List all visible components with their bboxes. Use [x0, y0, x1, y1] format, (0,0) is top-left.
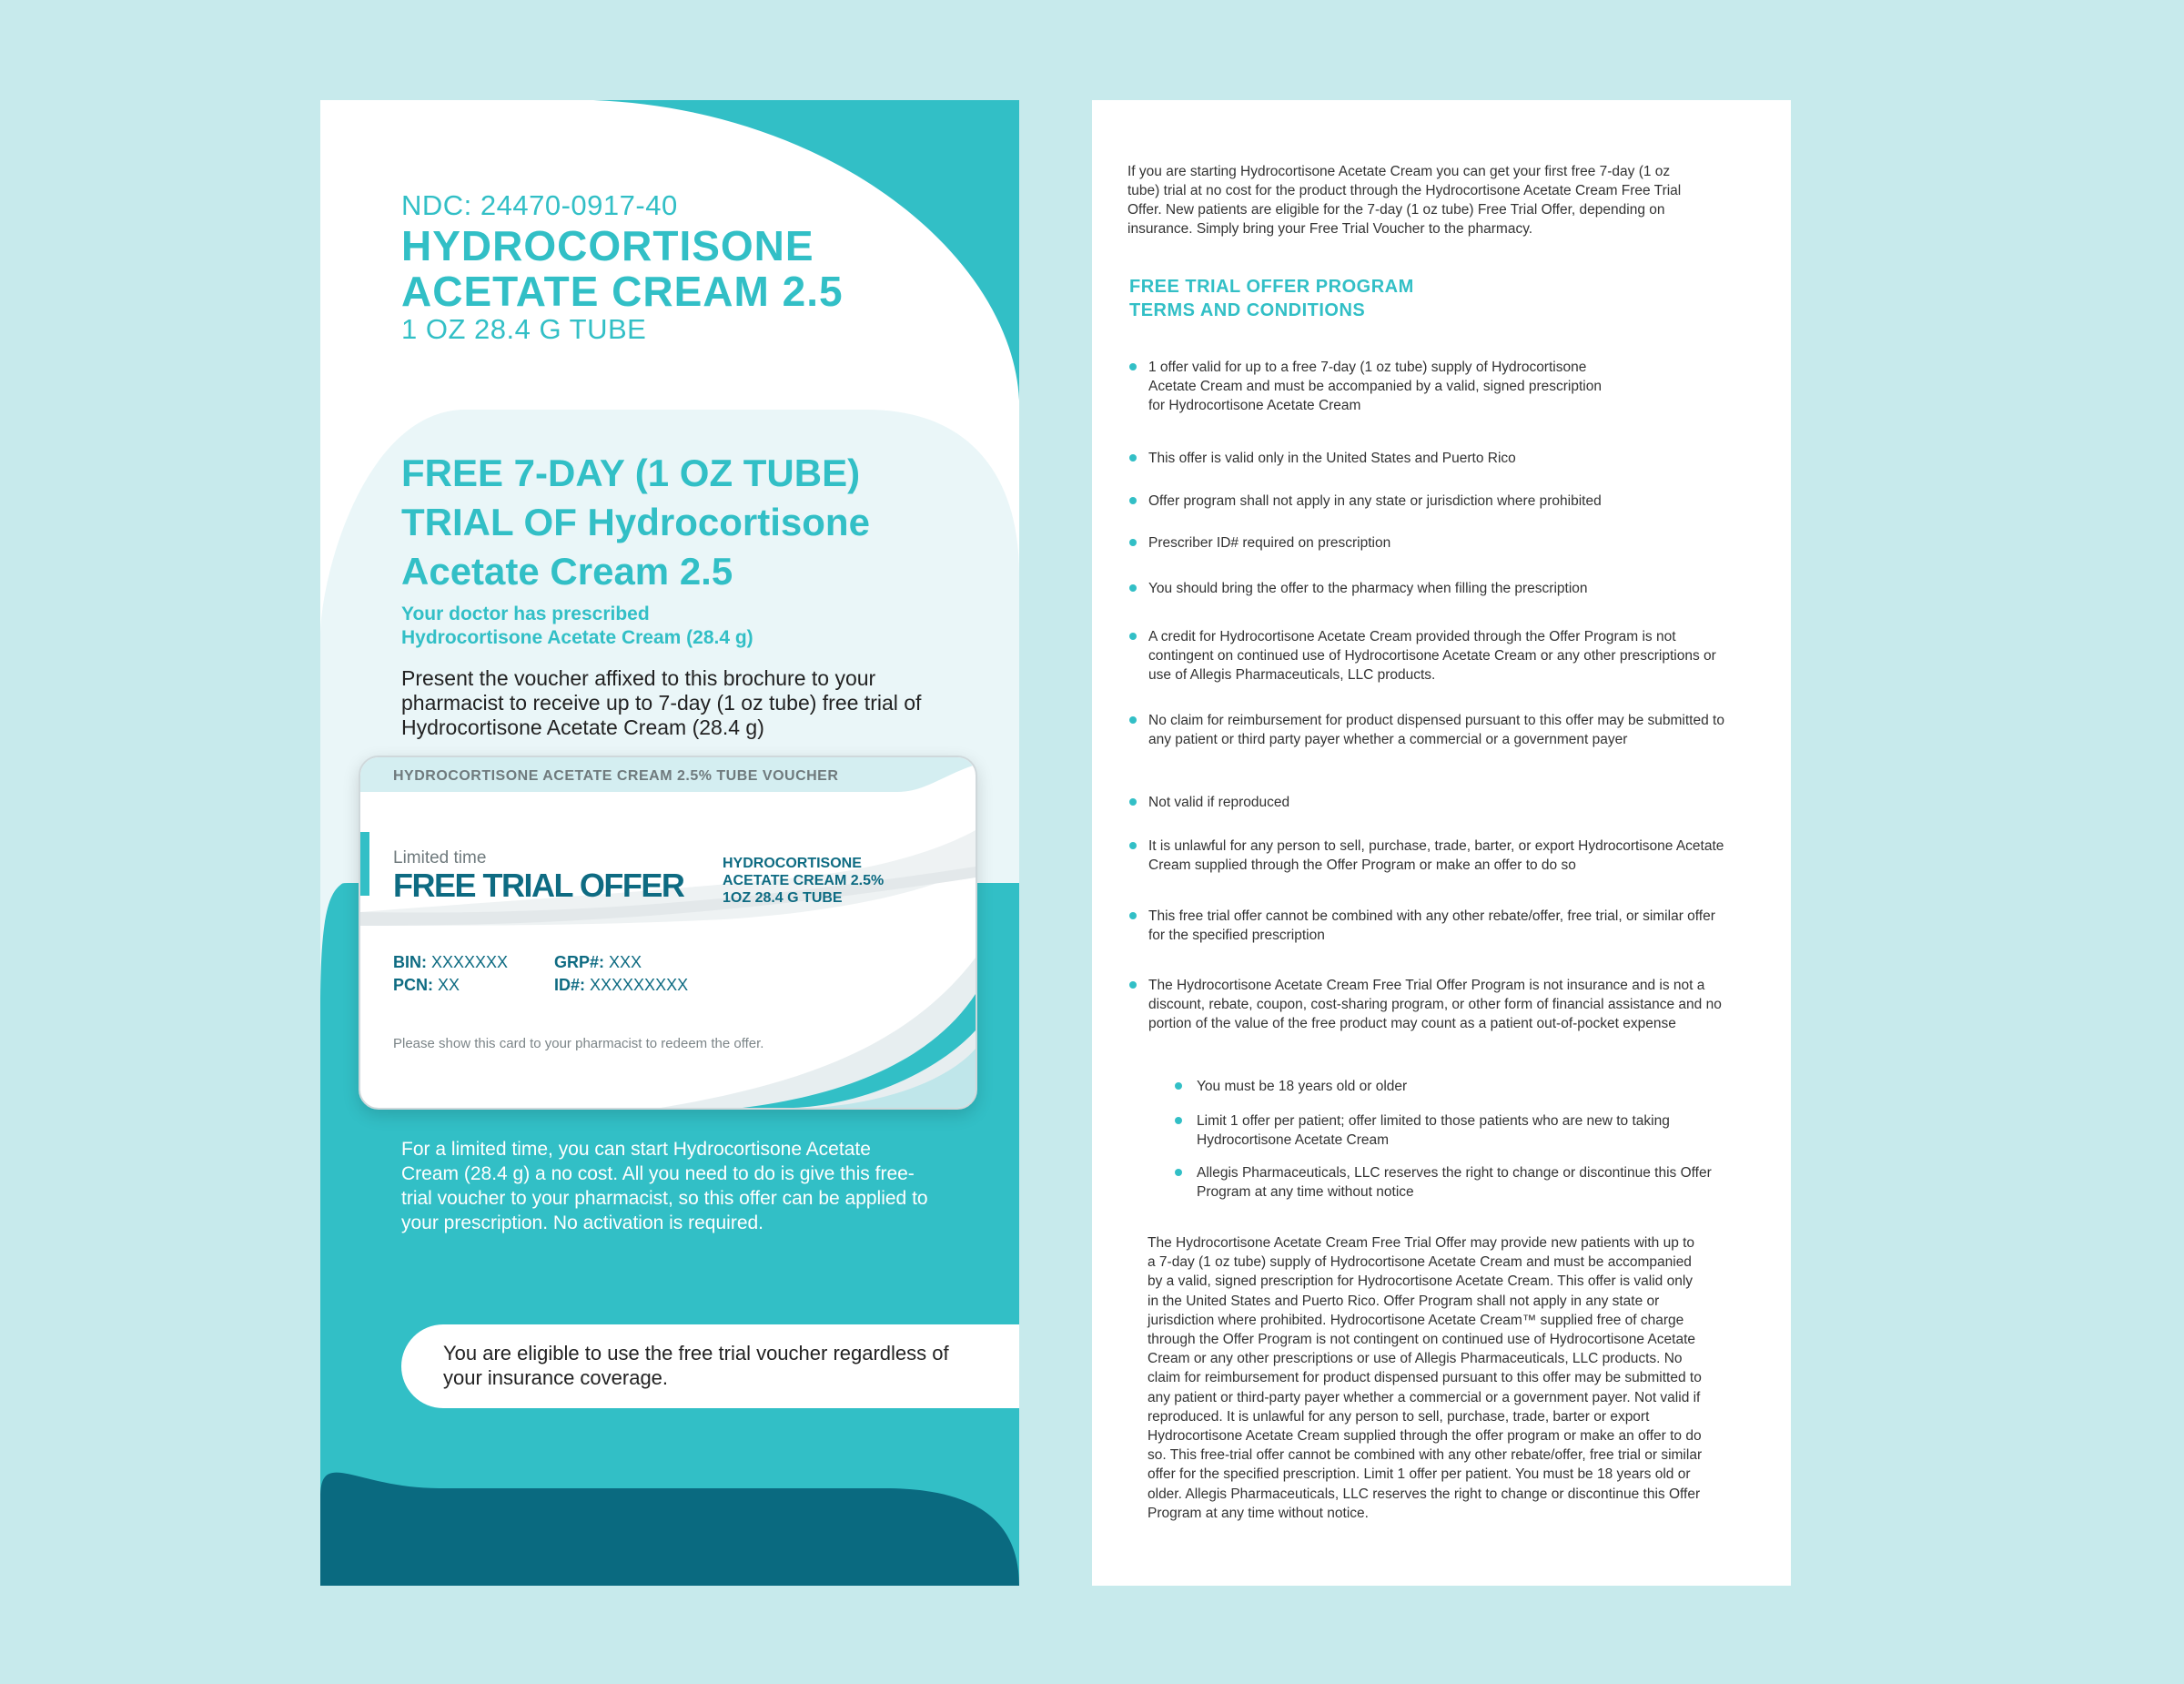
- term-item: 1 offer valid for up to a free 7-day (1 oz tube) supply of Hydrocortisone Acetate Cream and must be accompanied by a valid, signed prescription for Hydrocortisone Acetate Cream: [1148, 358, 1622, 415]
- prescription-note: [401, 603, 947, 650]
- brochure-back-panel: [1092, 100, 1791, 1586]
- voucher-redeem-note: Please show this card to your pharmacist to redeem the offer.: [393, 1036, 764, 1051]
- pcn-field: [393, 976, 460, 995]
- terms-heading-line-2: TERMS AND CONDITIONS: [1129, 300, 1366, 320]
- present-voucher-text: Present the voucher affixed to this brochure to your pharmacist to receive up to 7-day (1 oz tube) free trial of Hydrocortisone Acetate Cream (28.4 g): [401, 666, 922, 739]
- product-title: [401, 223, 844, 314]
- terms-summary-paragraph: The Hydrocortisone Acetate Cream Free Trial Offer may provide new patients with up to a 7-day (1 oz tube) supply of Hydrocortisone Acetate Cream and must be accompanied by a valid, signed prescription for Hydrocortisone Acetate Cream. This offer is valid only in the United States and Puerto Rico. Offer Program shall not apply in any state or jurisdiction where prohibited. Hydrocortisone Acetate Cream™ supplied free of charge through the Offer Program is not contingent on continued use of Hydrocortisone Acetate Cream or any other prescriptions or use of Allegis Pharmaceuticals, LLC products. No claim for reimbursement for product dispensed pursuant to this offer may be submitted to any patient or third-party payer whether a commercial or a government payer. Not valid if reproduced. It is unlawful for any person to sell, purchase, trade, barter or export Hydrocortisone Acetate Cream supplied through the offer program or make an offer to do so. This free-trial offer cannot be combined with any other rebate/offer, free trial or similar offer for the specified prescription. Limit 1 offer per patient. You must be 18 years old or older. Allegis Pharmaceuticals, LLC reserves the right to change or discontinue this Offer Program at any time without notice.: [1148, 1235, 1703, 1521]
- id-value: XXXXXXXXX: [590, 976, 689, 994]
- pcn-label: PCN:: [393, 976, 433, 994]
- voucher-product-line-1: HYDROCORTISONE: [723, 856, 862, 871]
- terms-heading: [1129, 275, 1414, 322]
- bin-value: XXXXXXX: [431, 953, 509, 971]
- free-trial-offer-title: FREE TRIAL OFFER: [393, 867, 684, 904]
- voucher-product-line-2: ACETATE CREAM 2.5%: [723, 873, 885, 888]
- term-item: Offer program shall not apply in any state or jurisdiction where prohibited: [1148, 492, 1726, 511]
- term-item: This free trial offer cannot be combined with any other rebate/offer, free trial, or similar offer for the specified prescription: [1148, 907, 1726, 945]
- intro-paragraph: If you are starting Hydrocortisone Acetate Cream you can get your first free 7-day (1 oz tube) trial at no cost for the product through the Hydrocortisone Acetate Cream Free Trial Offer. New patients are eligible for the 7-day (1 oz tube) Free Trial Offer, depending on insurance. Simply bring your Free Trial Voucher to the pharmacy.: [1127, 164, 1682, 237]
- term-item: No claim for reimbursement for product dispensed pursuant to this offer may be submitted to any patient or third party payer whether a commercial or a government payer: [1148, 711, 1726, 749]
- bin-field: [393, 953, 508, 972]
- group-field: [554, 953, 642, 972]
- offer-heading-line-1: FREE 7-DAY (1 OZ TUBE): [401, 451, 861, 494]
- offer-heading-line-2: TRIAL OF Hydrocortisone: [401, 501, 870, 543]
- bin-label: BIN:: [393, 953, 427, 971]
- offer-heading: [401, 449, 984, 596]
- id-field: [554, 976, 688, 995]
- prescription-note-line-1: Your doctor has prescribed: [401, 604, 650, 624]
- id-label: ID#:: [554, 976, 586, 994]
- limited-time-label: Limited time: [393, 848, 487, 867]
- pcn-value: XX: [438, 976, 460, 994]
- group-value: XXX: [609, 953, 642, 971]
- term-item: Not valid if reproduced: [1148, 793, 1726, 812]
- sub-term-item: Allegis Pharmaceuticals, LLC reserves the right to change or discontinue this Offer Program at any time without notice: [1197, 1163, 1724, 1202]
- term-item: It is unlawful for any person to sell, purchase, trade, barter, or export Hydrocortisone Acetate Cream supplied through the Offer Program or make an offer to do so: [1148, 837, 1726, 875]
- offer-heading-line-3: Acetate Cream 2.5: [401, 550, 733, 593]
- term-item: This offer is valid only in the United States and Puerto Rico: [1148, 449, 1726, 468]
- group-label: GRP#:: [554, 953, 605, 971]
- product-title-line-1: HYDROCORTISONE: [401, 222, 814, 269]
- brochure-front-panel: [320, 100, 1019, 1586]
- eligibility-text: You are eligible to use the free trial voucher regardless of your insurance coverage.: [443, 1342, 949, 1389]
- term-item: A credit for Hydrocortisone Acetate Cream provided through the Offer Program is not contingent on continued use of Hydrocortisone Acetate Cream or any other prescriptions or use of Allegis Pharmaceuticals, LLC products.: [1148, 627, 1726, 685]
- eligibility-banner: [401, 1324, 1019, 1408]
- voucher-product-info: [723, 855, 884, 907]
- term-item: Prescriber ID# required on prescription: [1148, 533, 1726, 553]
- ndc-number: NDC: 24470-0917-40: [401, 189, 678, 221]
- terms-heading-line-1: FREE TRIAL OFFER PROGRAM: [1129, 277, 1414, 297]
- voucher-swirl-decoration: [360, 757, 976, 1108]
- sub-term-item: Limit 1 offer per patient; offer limited to those patients who are new to taking Hydrocortisone Acetate Cream: [1197, 1111, 1724, 1150]
- sub-term-item: You must be 18 years old or older: [1197, 1077, 1724, 1096]
- product-title-line-2: ACETATE CREAM 2.5: [401, 268, 844, 315]
- term-item: You should bring the offer to the pharmacy when filling the prescription: [1148, 579, 1726, 598]
- term-item: The Hydrocortisone Acetate Cream Free Trial Offer Program is not insurance and is not a discount, rebate, coupon, cost-sharing program, or other form of financial assistance and no portion of the value of the free product may count as a patient out-of-pocket expense: [1148, 976, 1726, 1033]
- product-size: 1 OZ 28.4 G TUBE: [401, 313, 647, 345]
- trial-voucher-card[interactable]: [359, 756, 977, 1110]
- voucher-product-line-3: 1OZ 28.4 G TUBE: [723, 890, 843, 906]
- limited-time-promo-text: For a limited time, you can start Hydrocortisone Acetate Cream (28.4 g) a no cost. All you need to do is give this free-trial voucher to your pharmacist, so this offer can be applied to your prescription. No activation is required.: [401, 1139, 928, 1233]
- voucher-header: HYDROCORTISONE ACETATE CREAM 2.5% TUBE VOUCHER: [393, 768, 839, 784]
- prescription-note-line-2: Hydrocortisone Acetate Cream (28.4 g): [401, 627, 753, 648]
